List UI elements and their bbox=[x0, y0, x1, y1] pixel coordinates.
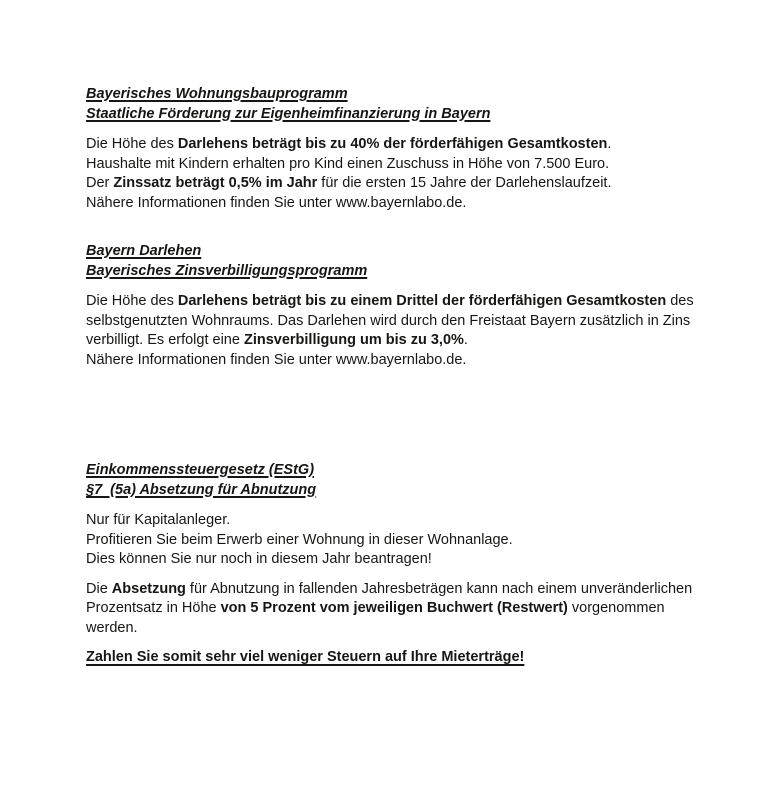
paragraph bbox=[86, 292, 696, 370]
text-segment: vorgenommen bbox=[567, 600, 665, 616]
section-einkommenssteuergesetz-estg bbox=[86, 461, 696, 668]
heading-line: Einkommenssteuergesetz (EStG) bbox=[86, 462, 315, 478]
closing-statement: Zahlen Sie somit sehr viel weniger Steuern auf Ihre Mieterträge! bbox=[86, 649, 525, 665]
heading-line: Bayerisches Wohnungsbauprogramm bbox=[86, 86, 348, 102]
section-heading bbox=[86, 242, 696, 281]
paragraph bbox=[86, 135, 696, 213]
text-segment: Nähere Informationen finden Sie unter www.bayernlabo.de. bbox=[86, 194, 467, 211]
text-segment: für Abnutzung in fallenden Jahresbeträgen kann nach einem unveränderlichen bbox=[185, 580, 693, 597]
text-segment: für die ersten 15 Jahre der Darlehenslaufzeit. bbox=[317, 175, 612, 191]
section-heading bbox=[86, 461, 696, 500]
heading-line: Bayerisches Zinsverbilligungsprogramm bbox=[86, 262, 368, 279]
text-segment: Haushalte mit Kindern erhalten pro Kind einen Zuschuss in Höhe von 7.500 Euro. bbox=[86, 155, 610, 172]
text-segment: Der bbox=[86, 175, 114, 191]
paragraph bbox=[86, 580, 696, 639]
text-segment: Nur für Kapitalanleger. bbox=[86, 512, 231, 528]
section-heading bbox=[86, 85, 696, 124]
text-segment: . bbox=[607, 136, 612, 152]
text-segment: Profitieren Sie beim Erwerb einer Wohnung in dieser Wohnanlage. bbox=[86, 531, 513, 548]
text-segment-bold: Zinssatz beträgt 0,5% im Jahr bbox=[113, 175, 318, 191]
text-segment-bold: von 5 Prozent vom jeweiligen Buchwert (Restwert) bbox=[220, 600, 568, 616]
paragraph bbox=[86, 511, 696, 570]
text-segment: Dies können Sie nur noch in diesem Jahr beantragen! bbox=[86, 551, 432, 567]
heading-line: Bayern Darlehen bbox=[86, 243, 202, 259]
text-segment: Die Höhe des bbox=[86, 136, 178, 152]
text-segment: Prozentsatz in Höhe bbox=[86, 600, 221, 616]
text-segment: werden. bbox=[86, 619, 138, 636]
text-segment: Nähere Informationen finden Sie unter www.bayernlabo.de. bbox=[86, 351, 467, 368]
text-segment-bold: Absetzung bbox=[111, 580, 186, 597]
text-segment: . bbox=[463, 332, 468, 348]
text-segment: Die bbox=[86, 580, 112, 597]
heading-line: Staatliche Förderung zur Eigenheimfinanzierung in Bayern bbox=[86, 105, 491, 122]
text-segment-bold: Darlehens beträgt bis zu 40% der förderfähigen Gesamtkosten bbox=[177, 136, 608, 152]
text-segment-bold: Zinsverbilligung um bis zu 3,0% bbox=[243, 332, 464, 348]
heading-line: §7 (5a) Absetzung für Abnutzung bbox=[86, 481, 317, 498]
section-bayern-darlehen bbox=[86, 242, 696, 370]
text-segment: Die Höhe des bbox=[86, 293, 178, 309]
text-segment-bold: Darlehens beträgt bis zu einem Drittel der förderfähigen Gesamtkosten bbox=[177, 293, 667, 309]
text-segment: verbilligt. Es erfolgt eine bbox=[86, 332, 244, 348]
text-segment: des bbox=[666, 293, 694, 309]
section-bayerisches-wohnungsbauprogramm bbox=[86, 85, 696, 213]
text-segment: selbstgenutzten Wohnraums. Das Darlehen wird durch den Freistaat Bayern zusätzlich in Zins bbox=[86, 312, 691, 329]
